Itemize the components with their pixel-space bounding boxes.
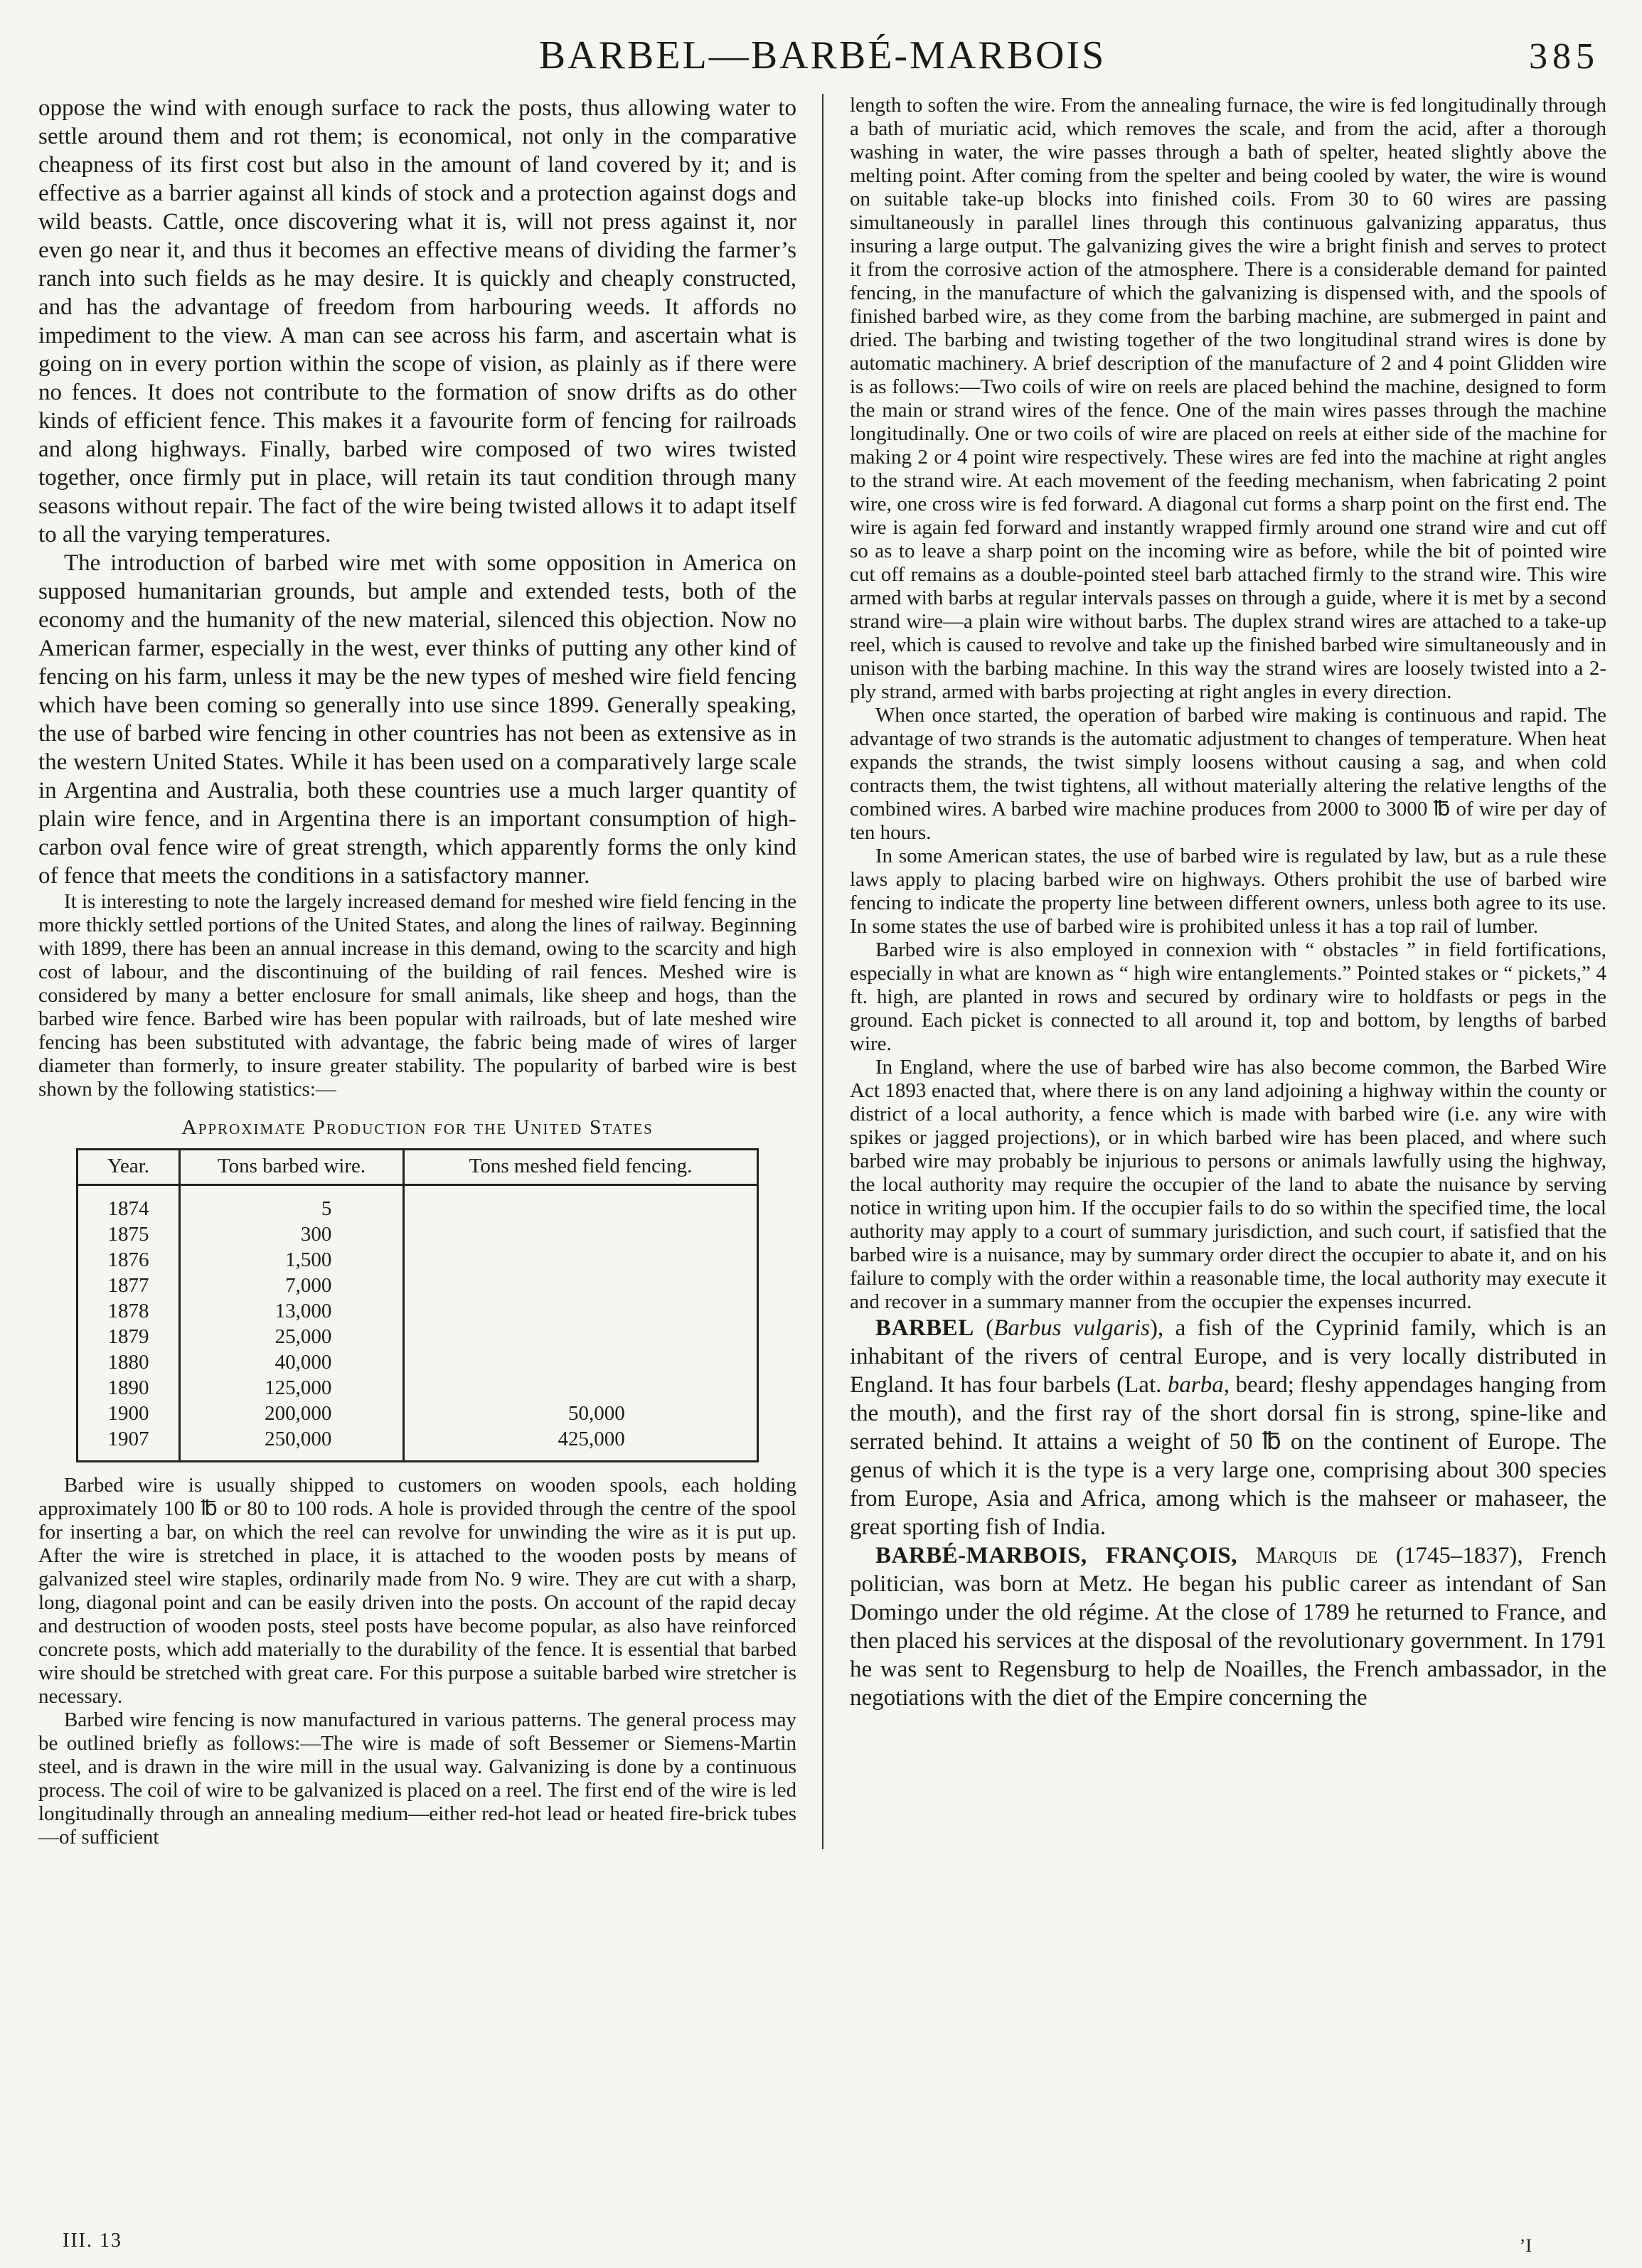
paragraph-continuation: oppose the wind with enough surface to rack the posts, thus allowing water to settle around them and rot them; is economical, not only in the comparative cheapness of its first cost but also in the amount of land covered by it; and is effective as a barrier against all kinds of stock and a protection against dogs and wild beasts. Cattle, once discovering what it is, will not press against it, nor even go near it, and thus it becomes an effective means of dividing the farmer’s ranch into such fields as he may desire. It is quickly and cheaply constructed, and has the advantage of freedom from harbouring weeds. It affords no impediment to the view. A man can see across his farm, and ascertain what is going on in every portion within the scope of vision, as plainly as if there were no fences. It does not contribute to the formation of snow drifts as do other kinds of efficient fence. This makes it a favourite form of fencing for railroads and along highways. Finally, barbed wire composed of two wires twisted together, once firmly put in place, will retain its taut condition through many seasons without repair. The fact of the wire being twisted allows it to adapt itself to all the varying temperatures.: [38, 95, 796, 547]
table-header-cell: Tons barbed wire.: [179, 1150, 404, 1185]
table-row: [78, 1221, 757, 1247]
table-cell: 1876: [107, 1248, 149, 1271]
table-row: [78, 1426, 757, 1462]
paragraph-continuation: length to soften the wire. From the annealing furnace, the wire is fed longitudinally through a bath of muriatic acid, which removes the scale, and from the acid, after a thorough washing in water, the wire passes through a bath of spelter, heated slightly above the melting point. After coming from the spelter and being cooled by water, the wire is wound on suitable take-up blocks into finished coils. From 30 to 60 wires are passing simultaneously in parallel lines through this continuous galvanizing apparatus, thus insuring a large output. The galvanizing gives the wire a bright finish and serves to protect it from the corrosive action of the atmosphere. There is a considerable demand for painted fencing, in the manufacture of which the galvanizing is dispensed with, and the spools of finished barbed wire, as they come from the barbing machine, are submerged in paint and dried. The barbing and twisting together of the two longitudinal strand wires is done by automatic machinery. A brief description of the manufacture of 2 and 4 point Glidden wire is as follows:—Two coils of wire on reels are placed behind the machine, designed to form the main or strand wires of the fence. One of the main wires passes through the machine longitudinally. One or two coils of wire are placed on reels at either side of the machine for making 2 or 4 point wire respectively. These wires are fed into the machine at right angles to the strand wire. At each movement of the feeding mechanism, when fabricating 2 point wire, one cross wire is fed forward. A diagonal cut forms a sharp point on the first end. The wire is again fed forward and instantly wrapped firmly around one strand wire and cut off so as to leave a sharp point on the incoming wire as before, while the bit of pointed wire cut off remains as a double-pointed steel barb attached firmly to the strand wire. This wire armed with barbs at regular intervals passes on through a guide, where it is met by a second strand wire—a plain wire without barbs. The duplex strand wires are attached to a take-up reel, which is caused to revolve and take up the finished barbed wire simultaneously and in unison with the barbing machine. In this way the strand wires are loosely twisted into a 2-ply strand, armed with barbs projecting at right angles in every direction.: [850, 94, 1606, 703]
table-cell: 125,000: [179, 1375, 404, 1401]
table-cell: 1879: [107, 1325, 149, 1348]
table-cell: 1900: [107, 1402, 149, 1425]
table-cell: 425,000: [404, 1426, 757, 1462]
paragraph: In some American states, the use of barbed wire is regulated by law, but as a rule these laws apply to placing barbed wire on highways. Others prohibit the use of barbed wire fencing to indicate the property line between different owners, unless both agree to its use. In some states the use of barbed wire is prohibited unless it has a top rail of lumber.: [850, 845, 1606, 938]
right-column: [831, 94, 1606, 1849]
two-column-layout: [38, 94, 1606, 1849]
table-cell: 1890: [107, 1376, 149, 1399]
table-header-cell: Tons meshed field fencing.: [404, 1150, 757, 1185]
production-table-body: [78, 1185, 757, 1462]
production-table: [76, 1148, 758, 1462]
table-cell: 300: [179, 1221, 404, 1247]
table-cell: [404, 1185, 757, 1222]
table-cell: [404, 1375, 757, 1401]
table-cell: [404, 1273, 757, 1298]
article-barbel: [850, 1314, 1606, 1541]
table-caption: Approximate Production for the United States: [181, 1116, 654, 1139]
page-number: 385: [1529, 36, 1599, 77]
table-row: [78, 1375, 757, 1401]
table-cell: 200,000: [179, 1401, 404, 1426]
table-cell: 1,500: [179, 1247, 404, 1273]
table-cell: 1878: [107, 1300, 149, 1322]
table-cell: 5: [179, 1185, 404, 1222]
table-header-cell: Year.: [78, 1150, 179, 1185]
table-cell: 1907: [107, 1428, 149, 1450]
table-row: [78, 1247, 757, 1273]
article-headword: BARBÉ-MARBOIS, FRANÇOIS,: [875, 1543, 1237, 1568]
paragraph: Barbed wire is usually shipped to customers on wooden spools, each holding approximately 100 ℔ or 80 to 100 rods. A hole is provided through the centre of the spool for inserting a bar, on which the reel can revolve for unwinding the wire as it is put up. After the wire is stretched in place, it is attached to the wooden posts by means of galvanized steel wire staples, ordinarily made from No. 9 wire. They are cut with a sharp, long, diagonal point and can be easily driven into the posts. On account of the rapid decay and destruction of wooden posts, steel posts have become popular, as also have reinforced concrete posts, which add materially to the durability of the fence. It is essential that barbed wire should be stretched with great care. For this purpose a suitable barbed wire stretcher is necessary.: [38, 1474, 796, 1708]
table-cell: [404, 1221, 757, 1247]
article-text: , beard; fleshy appendages hanging from the mouth), and the first ray of the short dorsal fin is strong, spine-like and serrated behind. It attains a weight of 50 ℔ on the continent of Europe. The genus of which it is the type is a very large one, comprising about 300 species from Europe, Asia and Africa, among which is the mahseer or mahaseer, the great sporting fish of India.: [850, 1372, 1606, 1540]
table-cell: 50,000: [404, 1401, 757, 1426]
paragraph: Barbed wire is also employed in connexion with “ obstacles ” in field fortifications, especially in what are known as “ high wire entanglements.” Pointed stakes or “ pickets,” 4 ft. high, are planted in rows and secured by ordinary wire to holdfasts or pegs in the ground. Each picket is connected to all around it, top and bottom, by lengths of barbed wire.: [850, 938, 1606, 1055]
table-cell: [404, 1349, 757, 1375]
table-row: [78, 1401, 757, 1426]
signature-mark-left: III. 13: [63, 2230, 122, 2252]
running-title: BARBEL—BARBÉ-MARBOIS: [538, 33, 1107, 77]
table-row: [78, 1273, 757, 1298]
table-row: [78, 1185, 757, 1222]
table-cell: 1877: [107, 1274, 149, 1297]
article-text: (1745–1837), French politician, was born at Metz. He began his public career as intendant of San Domingo under the old régime. At the close of 1789 he returned to France, and then placed his services at the disposal of the revolutionary government. In 1791 he was sent to Regensburg to help de Noailles, the French ambassador, in the negotiations with the diet of the Empire concerning the: [850, 1543, 1607, 1711]
table-header-row: [78, 1150, 757, 1185]
paragraph: The introduction of barbed wire met with some opposition in America on supposed humanitarian grounds, but ample and extended tests, both of the economy and the humanity of the new material, silenced this objection. Now no American farmer, especially in the west, ever thinks of putting any other kind of fencing on his farm, unless it may be the new types of meshed wire field fencing which have been coming so generally into use since 1899. Generally speaking, the use of barbed wire fencing in other countries has not been as extensive as in the western United States. While it has been used on a comparatively large scale in Argentina and Australia, both these countries use a much larger quantity of plain wire fence, and in Argentina there is an important consumption of high-carbon oval fence wire of great strength, which apparently forms the only kind of fence that meets the conditions in a satisfactory manner.: [38, 550, 796, 889]
table-row: [78, 1349, 757, 1375]
article-barbe-marbois: [850, 1541, 1606, 1712]
species-name: Barbus vulgaris: [993, 1315, 1150, 1341]
article-headword: BARBEL: [875, 1315, 974, 1341]
page-header: [38, 20, 1606, 88]
table-cell: 250,000: [179, 1426, 404, 1462]
table-cell: 1875: [107, 1223, 149, 1246]
printers-mark-right: ’I: [1519, 2235, 1532, 2256]
article-text: ), a fish of the Cyprinid family, which is an inhabitant of the rivers of central Europe, and is very locally distributed in England. It has four barbels (Lat.: [850, 1315, 1606, 1398]
table-cell: 1874: [107, 1197, 149, 1220]
left-column: [38, 94, 814, 1849]
table-cell: [404, 1324, 757, 1349]
paragraph: When once started, the operation of barbed wire making is continuous and rapid. The advantage of two strands is the automatic adjustment to changes of temperature. When heat expands the strands, the twist simply loosens without causing a sag, and when cold contracts them, the twist tightens, all without materially altering the relative lengths of the combined wires. A barbed wire machine produces from 2000 to 3000 ℔ of wire per day of ten hours.: [850, 704, 1606, 844]
paragraph: It is interesting to note the largely increased demand for meshed wire field fencing in the more thickly settled portions of the United States, and along the lines of railway. Beginning with 1899, there has been an annual increase in this demand, owing to the scarcity and high cost of labour, and the discontinuing of the building of rail fences. Meshed wire is considered by many a better enclosure for small animals, like sheep and hogs, than the barbed wire fence. Barbed wire has been popular with railroads, but of late meshed wire fencing has been substituted with advantage, the fabric being made of wires of larger diameter than formerly, to insure greater stability. The popularity of barbed wire is best shown by the following statistics:—: [38, 890, 796, 1101]
paragraph: In England, where the use of barbed wire has also become common, the Barbed Wire Act 1893 enacted that, where there is on any land adjoining a highway within the county or district of a local authority, a fence which is made with barbed wire (i.e. any wire with spikes or jagged projections), or in which barbed wire has been placed, and where such barbed wire may probably be injurious to persons or animals lawfully using the highway, the local authority may require the occupier of the land to abate the nuisance by serving notice in writing upon him. If the occupier fails to do so within the specified time, the local authority may apply to a court of summary jurisdiction, and such court, if satisfied that the barbed wire is a nuisance, may by summary order direct the occupier to abate it, and on his failure to comply with the order within a reasonable time, the local authority may execute it and recover in a summary manner from the occupier the expenses incurred.: [850, 1056, 1606, 1313]
table-row: [78, 1324, 757, 1349]
table-cell: 25,000: [179, 1324, 404, 1349]
column-divider-rule: [822, 94, 823, 1849]
article-text: (: [974, 1315, 994, 1341]
table-cell: 1880: [107, 1351, 149, 1374]
table-cell: [404, 1247, 757, 1273]
table-cell: [404, 1298, 757, 1324]
paragraph: Barbed wire fencing is now manufactured in various patterns. The general process may be outlined briefly as follows:—The wire is made of soft Bessemer or Siemens-Martin steel, and is drawn in the wire mill in the usual way. Galvanizing is done by a continuous process. The coil of wire to be galvanized is placed on a reel. The first end of the wire is led longitudinally through an annealing medium—either red-hot lead or heated fire-brick tubes—of sufficient: [38, 1708, 796, 1849]
latin-term: barba: [1167, 1372, 1224, 1398]
table-cell: 40,000: [179, 1349, 404, 1375]
table-row: [78, 1298, 757, 1324]
table-cell: 13,000: [179, 1298, 404, 1324]
nobility-title: Marquis de: [1237, 1543, 1396, 1568]
table-cell: 7,000: [179, 1273, 404, 1298]
